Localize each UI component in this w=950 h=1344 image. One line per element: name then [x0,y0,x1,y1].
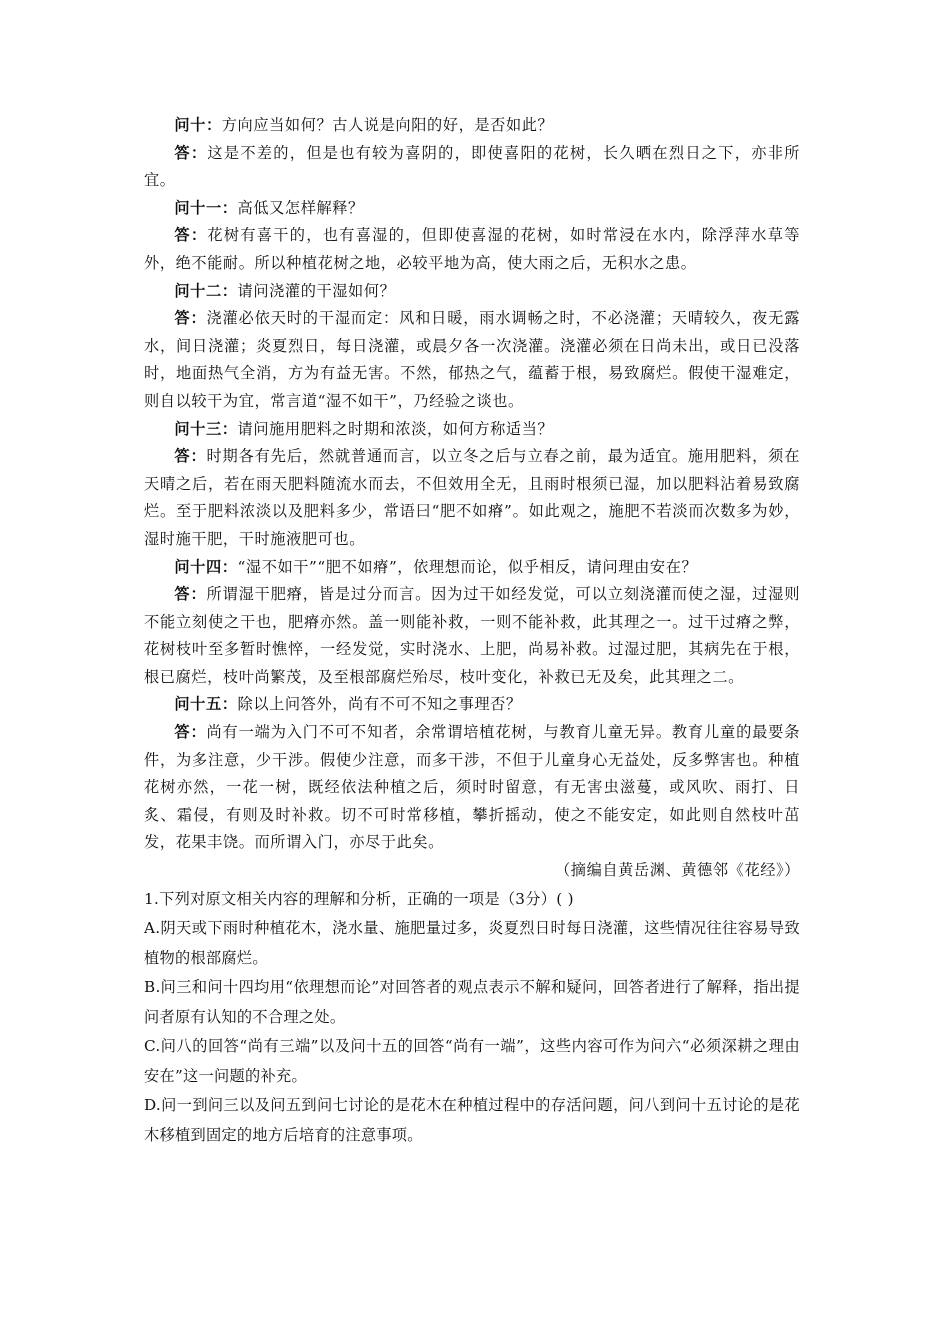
question-text: 高低又怎样解释？ [237,198,364,217]
answer-text: 这是不差的，但是也有较为喜阴的，即使喜阳的花树，长久晒在烈日之下，亦非所宜。 [144,143,800,190]
question-label: 问十： [174,116,222,134]
question-text: 请问施用肥料之时期和浓淡，如何方称适当？ [237,419,554,438]
answer-twelve [144,305,800,415]
question-text: 除以上问答外，尚有不可不知之事理否？ [237,695,522,714]
question-label: 问十一： [174,198,238,217]
answer-text: 花树有喜干的，也有喜湿的，但即使喜湿的花树，如时常浸在水内，除浮萍水草等外，绝不能耐。所以种植花树之地，必较平地为高，使大雨之后，无积水之患。 [144,226,800,272]
question-thirteen [144,416,800,444]
question-label: 问十三： [174,419,238,438]
option-b[interactable]: B.问三和问十四均用“依理想而论”对回答者的观点表示不解和疑问，回答者进行了解释，指出提问者原有认知的不合理之处。 [144,978,800,1026]
exam-question-stem: 1.下列对原文相关内容的理解和分析，正确的一项是（3分）( ) [144,889,574,908]
option-c[interactable]: C.问八的回答“尚有三端”以及问十五的回答“尚有一端”，这些内容可作为问六“必须深耕之理由安在”这一问题的补充。 [144,1037,800,1085]
answer-text: 浇灌必依天时的干湿而定：风和日暖，雨水调畅之时，不必浇灌；天晴较久，夜无露水，间日浇灌；炎夏烈日，每日浇灌，或晨夕各一次浇灌。浇灌必须在日尚未出，或日已没落时，地面热气全消，方为有益无害。不然，郁热之气，蕴蓄于根，易致腐烂。假使干湿难定，则自以较干为宜，常言道“湿不如干”，乃经验之谈也。 [144,309,801,410]
question-label: 问十二： [174,281,238,300]
answer-eleven [144,222,800,277]
source-citation: （摘编自黄岳渊、黄德邻《花经》） [555,861,800,880]
answer-text: 所谓湿干肥瘠，皆是过分而言。因为过干如经发觉，可以立刻浇灌而使之湿，过湿则不能立刻使之干也，肥瘠亦然。盖一则能补救，一则不能补救，此其理之一。过干过瘠之弊，花树枝叶至多暂时憔悴，一经发觉，实时浇水、上肥，尚易补救。过湿过肥，其病先在于根，根已腐烂，枝叶尚繁茂，及至根部腐烂殆尽，枝叶变化，补救已无及矣，此其理之二。 [144,585,801,686]
option-a[interactable]: A.阴天或下雨时种植花木，浇水量、施肥量过多，炎夏烈日时每日浇灌，这些情况往往容易导致植物的根部腐烂。 [144,919,800,967]
answer-fourteen [144,581,800,691]
answer-label: 答： [174,585,207,604]
question-text: “湿不如干”“肥不如瘠”，依理想而论，似乎相反，请问理由安在？ [237,557,698,576]
document-page [144,112,800,1150]
question-label: 问十五： [174,695,238,714]
question-twelve [144,278,800,306]
question-ten [144,112,800,140]
answer-text: 尚有一端为入门不可不知者，余常谓培植花树，与教育儿童无异。教育儿童的最要条件，为多注意，少干涉。假使少注意，而多干涉，不但于儿童身心无益处，反多弊害也。种植花树亦然，一花一树，既经依法种植之后，须时时留意，有无害虫滋蔓，或风吹、雨打、日炙、霜侵，有则及时补救。切不可时常移植，攀折摇动，使之不能安定，如此则自然枝叶茁发，花果丰饶。而所谓入门，亦尽于此矣。 [144,723,801,852]
answer-label: 答： [174,447,207,466]
answer-ten [144,140,800,195]
question-text: 方向应当如何？古人说是向阳的好，是否如此？ [221,116,554,134]
option-d[interactable]: D.问一到问三以及问五到问七讨论的是花木在种植过程中的存活问题，问八到问十五讨论的是花木移植到固定的地方后培育的注意事项。 [144,1096,800,1144]
answer-label: 答： [174,723,207,742]
question-text: 请问浇灌的干湿如何？ [237,281,396,300]
question-fifteen [144,691,800,719]
answer-label: 答： [174,226,208,245]
answer-label: 答： [174,309,207,328]
answer-fifteen [144,719,800,857]
answer-label: 答： [174,143,208,162]
question-fourteen [144,554,800,582]
question-eleven [144,195,800,223]
question-label: 问十四： [174,557,238,576]
answer-thirteen [144,443,800,553]
answer-text: 时期各有先后，然就普通而言，以立冬之后与立春之前，最为适宜。施用肥料，须在天晴之后，若在雨天肥料随流水而去，不但效用全无，且雨时根须已湿，加以肥料沾着易致腐烂。至于肥料浓淡以及肥料多少，常语曰“肥不如瘠”。如此观之，施肥不若淡而次数多为妙，湿时施干肥，干时施液肥可也。 [144,447,801,548]
